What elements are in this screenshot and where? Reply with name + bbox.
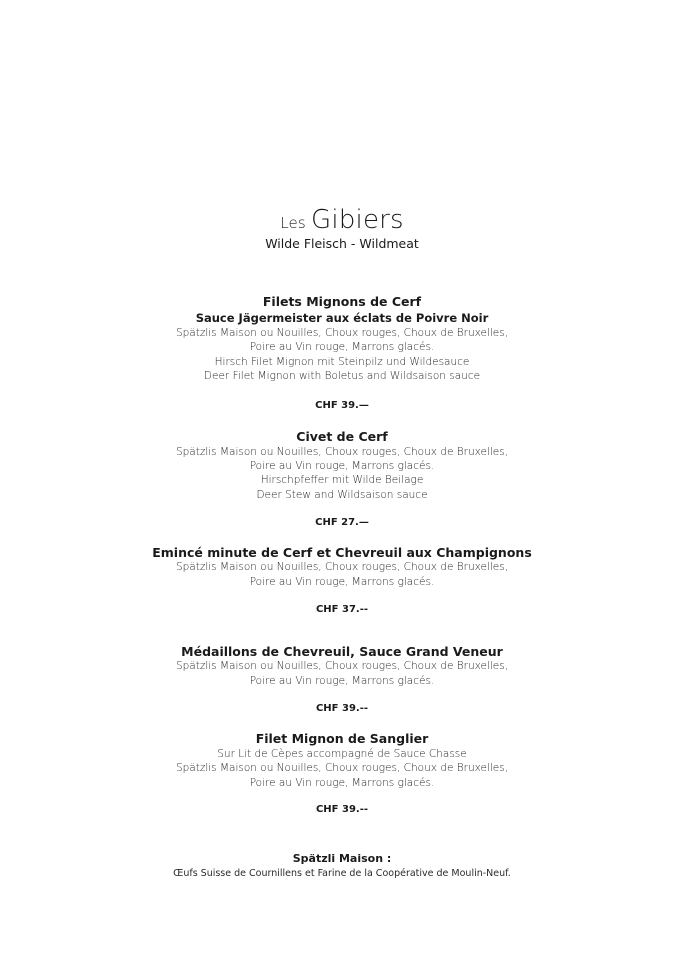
page-subtitle: Wilde Fleisch - Wildmeat xyxy=(265,236,419,251)
dish-5-line-3: Poire au Vin rouge, Marrons glacés. xyxy=(249,777,435,789)
dish-2-line-3: Hirschpfeffer mit Wilde Beilage xyxy=(260,474,424,486)
dish-1-price: CHF 39.— xyxy=(315,400,369,411)
dish-2-line-4: Deer Stew and Wildsaison sauce xyxy=(256,489,428,501)
dish-2-line-2: Poire au Vin rouge, Marrons glacés. xyxy=(249,460,435,472)
dish-1-line-3: Hirsch Filet Mignon mit Steinpilz und Wildesauce xyxy=(214,356,470,368)
dish-1-line-2: Poire au Vin rouge, Marrons glacés. xyxy=(249,341,435,353)
dish-2-line-1: Spätzlis Maison ou Nouilles, Choux rouges, Choux de Bruxelles, xyxy=(175,446,509,458)
title-main: Gibiers xyxy=(311,205,404,235)
dish-1-line-4: Deer Filet Mignon with Boletus and Wildsaison sauce xyxy=(203,370,481,382)
dish-5-line-2: Spätzlis Maison ou Nouilles, Choux rouges, Choux de Bruxelles, xyxy=(175,762,509,774)
dish-1-line-1: Spätzlis Maison ou Nouilles, Choux rouges, Choux de Bruxelles, xyxy=(175,327,509,339)
dish-2-price: CHF 27.— xyxy=(315,517,369,528)
dish-1-sauce: Sauce Jägermeister aux éclats de Poivre Noir xyxy=(195,311,489,325)
dish-5-line-1: Sur Lit de Cèpes accompagné de Sauce Chasse xyxy=(217,748,467,760)
dish-3-name: Emincé minute de Cerf et Chevreuil aux Champignons xyxy=(152,545,532,560)
dish-5-price: CHF 39.-- xyxy=(315,804,369,815)
spaetzli-note-title: Spätzli Maison : xyxy=(292,852,392,865)
dish-5-name: Filet Mignon de Sanglier xyxy=(255,731,429,746)
dish-4-line-2: Poire au Vin rouge, Marrons glacés. xyxy=(249,675,435,687)
dish-4-price: CHF 39.-- xyxy=(315,703,369,714)
dish-3-line-1: Spätzlis Maison ou Nouilles, Choux rouges, Choux de Bruxelles, xyxy=(175,561,509,573)
spaetzli-note-text: Œufs Suisse de Cournillens et Farine de la Coopérative de Moulin-Neuf. xyxy=(173,868,511,879)
dish-4-line-1: Spätzlis Maison ou Nouilles, Choux rouges, Choux de Bruxelles, xyxy=(175,660,509,672)
dish-3-line-2: Poire au Vin rouge, Marrons glacés. xyxy=(249,576,435,588)
dish-2-name: Civet de Cerf xyxy=(296,429,388,444)
dish-3-price: CHF 37.-- xyxy=(315,604,369,615)
title-prefix: Les xyxy=(280,214,306,232)
dish-1-name: Filets Mignons de Cerf xyxy=(262,294,422,309)
page-title xyxy=(0,202,684,238)
dish-4-name: Médaillons de Chevreuil, Sauce Grand Veneur xyxy=(181,644,503,659)
